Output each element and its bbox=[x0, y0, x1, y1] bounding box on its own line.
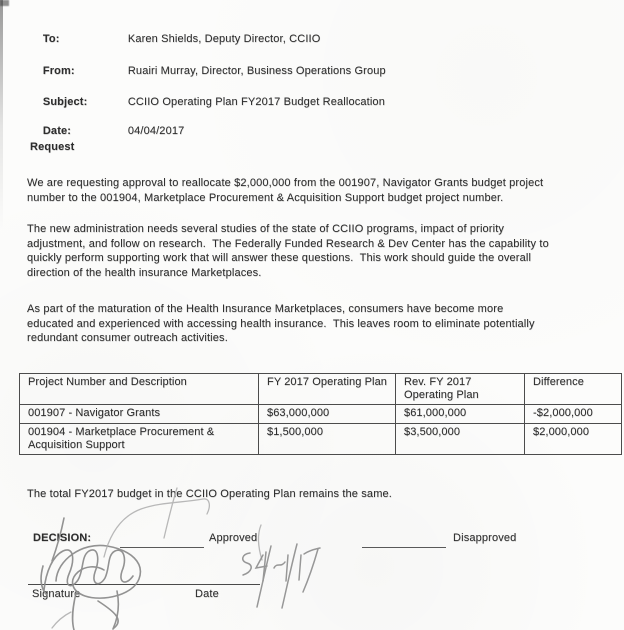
closing-statement: The total FY2017 budget in the CCIIO Operating Plan remains the same. bbox=[27, 488, 392, 500]
budget-table-header-row bbox=[20, 374, 622, 405]
approved-blank-line bbox=[120, 534, 204, 548]
cell-rev-plan: $3,500,000 bbox=[396, 424, 525, 455]
col-header-fy2017-plan: FY 2017 Operating Plan bbox=[259, 374, 396, 405]
paragraph-line: direction of the health insurance Marketplaces. bbox=[27, 266, 262, 279]
handwritten-date bbox=[243, 544, 320, 608]
signature-label: Signature bbox=[32, 588, 81, 600]
field-from-label: From: bbox=[42, 65, 75, 77]
date-line-label: Date bbox=[195, 588, 219, 600]
request-heading: Request bbox=[30, 141, 75, 153]
col-header-project: Project Number and Description bbox=[20, 374, 259, 405]
field-date-value: 04/04/2017 bbox=[127, 125, 185, 137]
field-subject-value: CCIIO Operating Plan FY2017 Budget Reallocation bbox=[127, 96, 385, 108]
approved-label: Approved bbox=[209, 532, 258, 544]
field-to bbox=[30, 21, 320, 57]
cell-project: 001907 - Navigator Grants bbox=[20, 405, 259, 424]
scan-artifact-left-edge bbox=[0, 0, 3, 230]
cell-rev-plan: $61,000,000 bbox=[396, 405, 525, 424]
paragraph-line: educated and experienced with accessing health insurance. This leaves room to eliminate potentially bbox=[27, 317, 535, 330]
paragraph-line: quickly perform supporting work that will answer these questions. This work should guide the overall bbox=[27, 252, 532, 264]
paragraph-outreach bbox=[27, 302, 607, 346]
table-row bbox=[20, 405, 622, 424]
handwritten-flourish bbox=[52, 488, 262, 628]
field-from-value: Ruairi Murray, Director, Business Operations Group bbox=[127, 65, 386, 77]
signature-line bbox=[28, 584, 260, 585]
field-subject-label: Subject: bbox=[42, 96, 88, 108]
cell-project: 001904 - Marketplace Procurement & Acquisition Support bbox=[20, 424, 259, 455]
field-to-label: To: bbox=[42, 33, 60, 45]
paragraph-line: The new administration needs several studies of the state of CCIIO programs, impact of priority bbox=[27, 223, 505, 235]
paragraph-justification bbox=[27, 222, 607, 280]
col-header-rev-plan: Rev. FY 2017 Operating Plan bbox=[396, 374, 525, 405]
paragraph-line: adjustment, and follow on research. The Federally Funded Research & Dev Center has the capability to bbox=[27, 237, 549, 250]
col-header-difference: Difference bbox=[525, 374, 622, 405]
paragraph-line: redundant consumer outreach activities. bbox=[27, 332, 228, 344]
paragraph-line: We are requesting approval to reallocate $2,000,000 from the 001907, Navigator Grants budget project bbox=[27, 177, 544, 189]
disapproved-blank-line bbox=[362, 534, 446, 548]
cell-fy2017-plan: $63,000,000 bbox=[259, 405, 396, 424]
decision-label: DECISION: bbox=[33, 532, 92, 544]
field-date-label: Date: bbox=[42, 125, 72, 137]
cell-fy2017-plan: $1,500,000 bbox=[259, 424, 396, 455]
paragraph-line: As part of the maturation of the Health Insurance Marketplaces, consumers have become more bbox=[27, 303, 504, 315]
field-to-value: Karen Shields, Deputy Director, CCIIO bbox=[127, 33, 321, 45]
paragraph-line: number to the 001904, Marketplace Procurement & Acquisition Support budget project number. bbox=[27, 191, 504, 204]
table-row bbox=[20, 424, 622, 455]
disapproved-label: Disapproved bbox=[453, 532, 517, 544]
cell-difference: -$2,000,000 bbox=[525, 405, 622, 424]
cell-difference: $2,000,000 bbox=[525, 424, 622, 455]
budget-table bbox=[19, 373, 622, 455]
scan-artifact-corner bbox=[0, 0, 9, 6]
paragraph-request bbox=[27, 176, 607, 205]
